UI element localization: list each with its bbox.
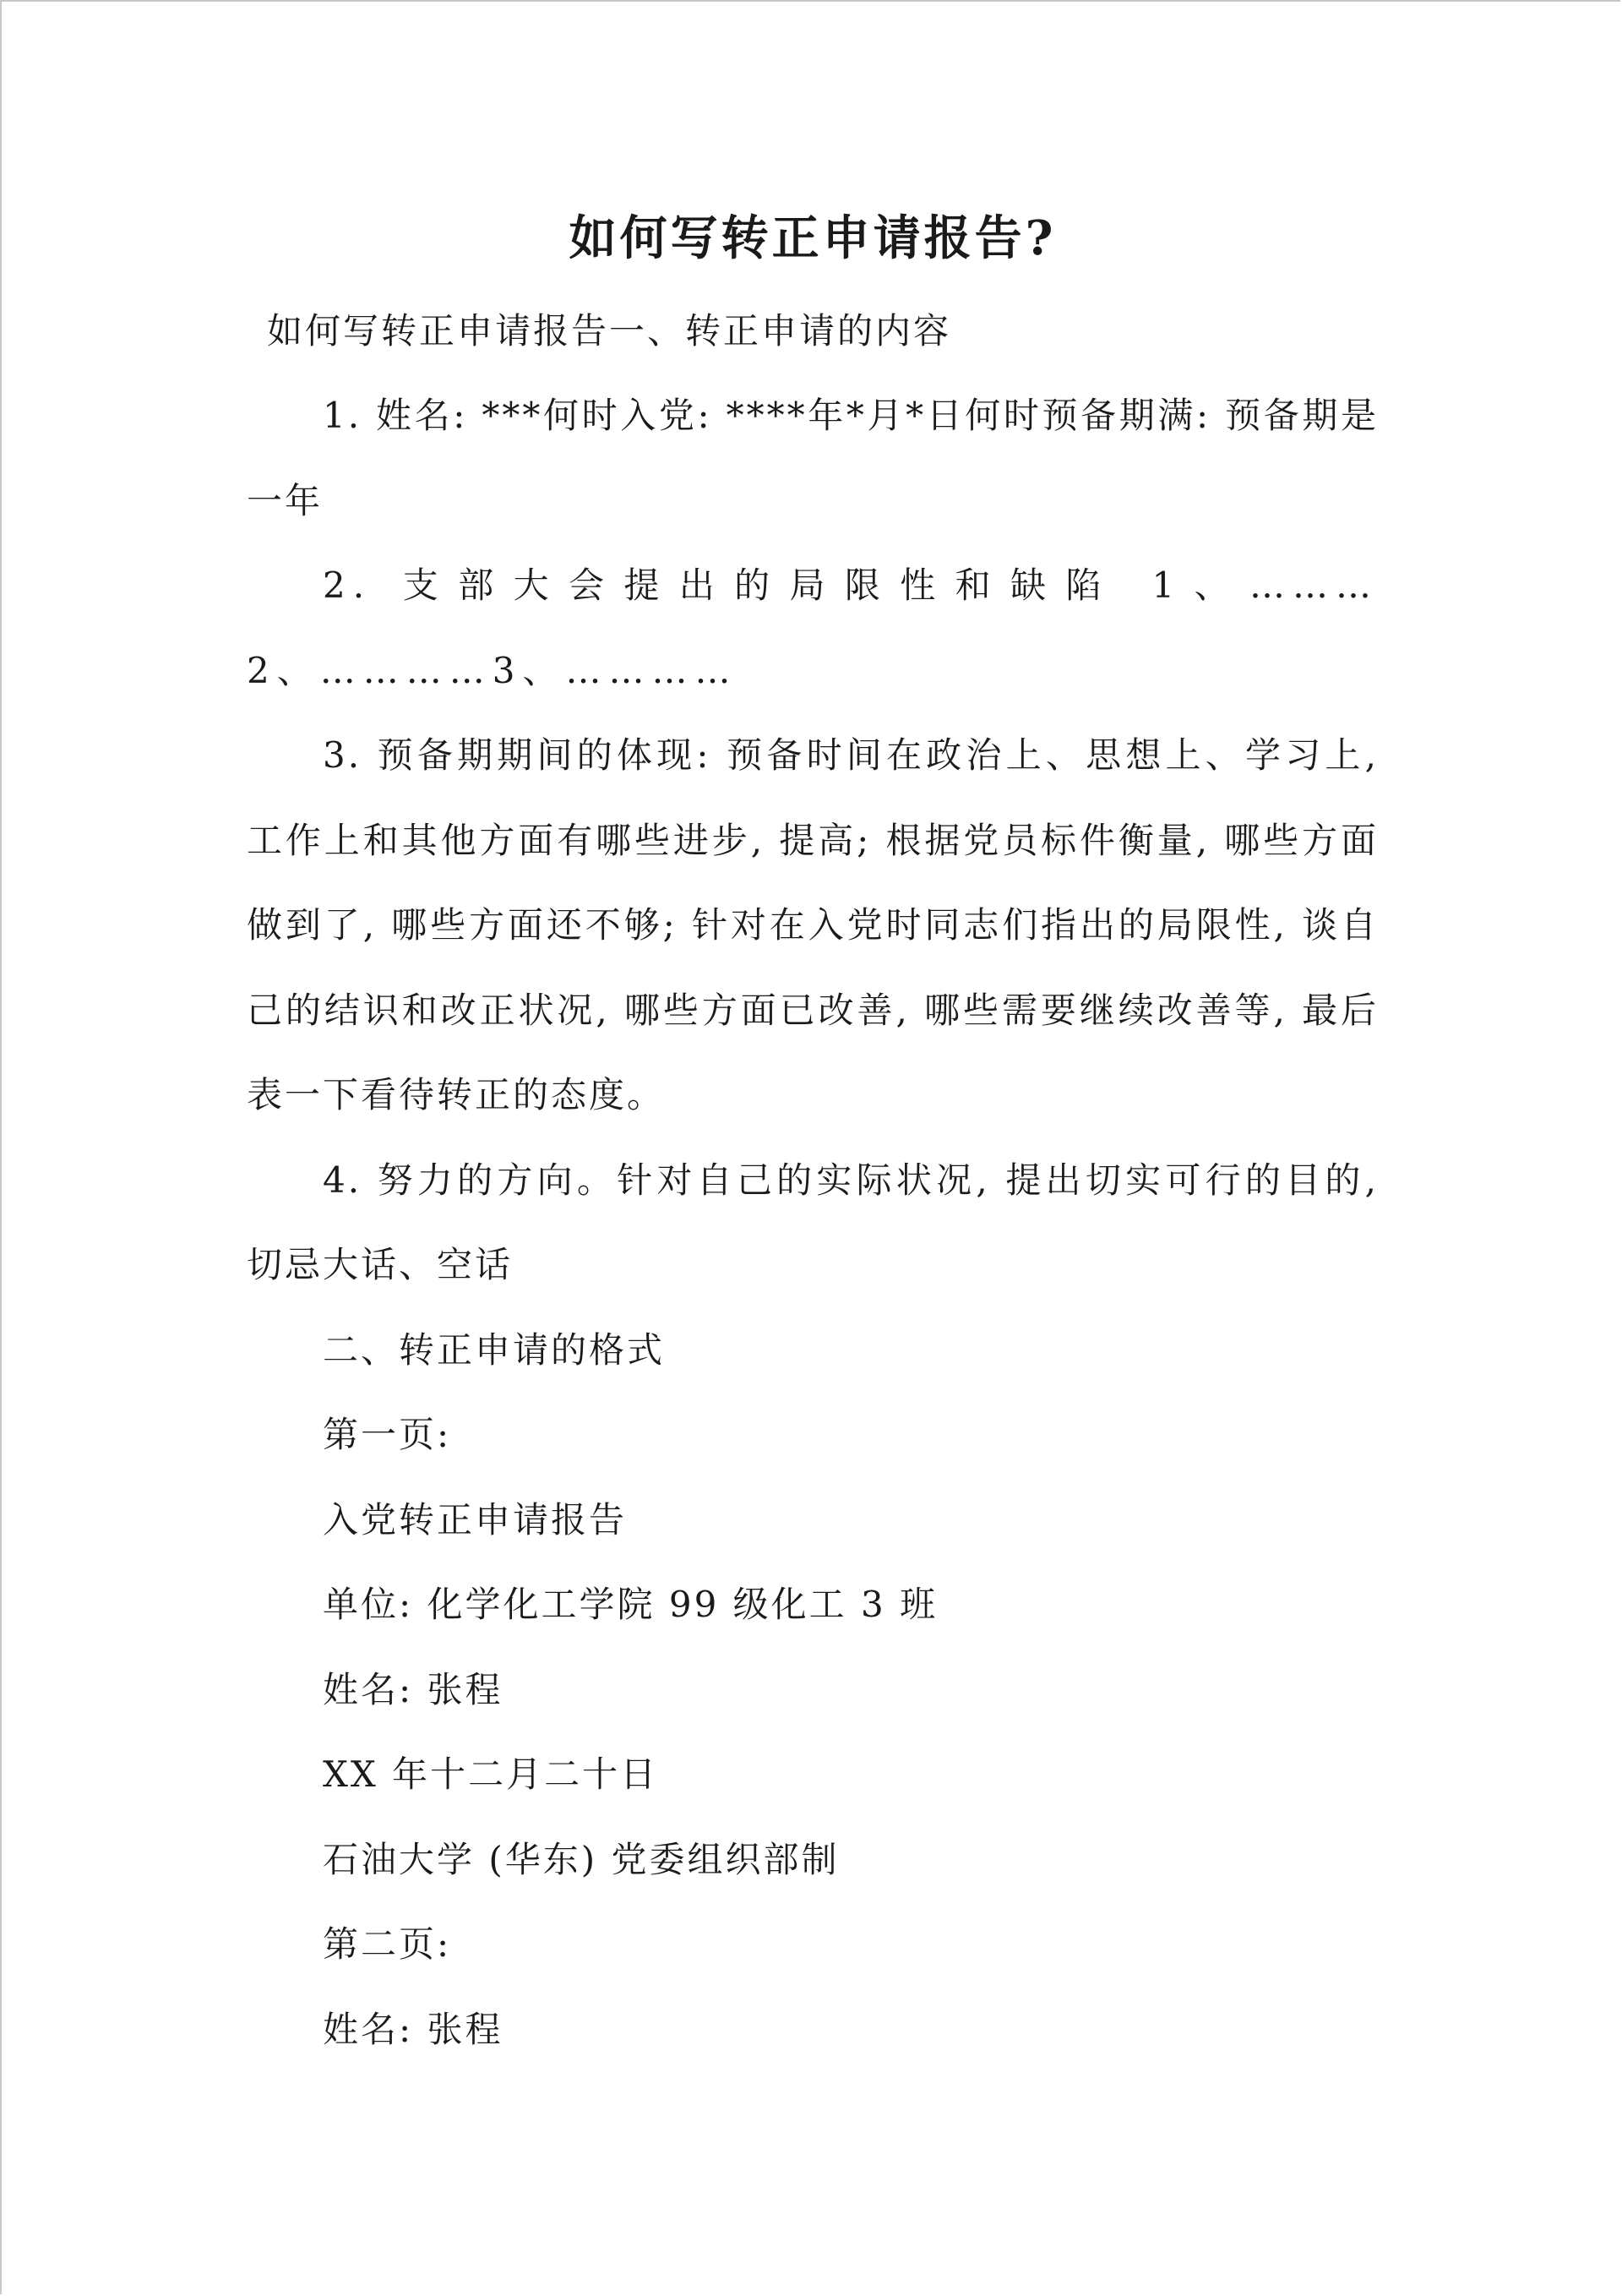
paragraph-1: 1. 姓名: ***何时入党: ****年*月*日何时预备期满: 预备期是一年	[247, 395, 1379, 521]
page-title: 如何写转正申请报告?	[569, 210, 1057, 266]
issuer-line: 石油大学 (华东) 党委组织部制	[323, 1838, 840, 1880]
paragraph-2: 2. 支部大会提出的局限性和缺陷 1、………2、…………3、…………	[247, 564, 1379, 691]
unit-line: 单位: 化学化工学院 99 级化工 3 班	[323, 1584, 939, 1625]
document-subtitle: 如何写转正申请报告一、转正申请的内容	[267, 310, 952, 352]
paragraph-3: 3. 预备期期间的体现: 预备时间在政治上、思想上、学习上, 工作上和其他方面有哪些进步, 提高; 根据党员标件衡量, 哪些方面做到了, 哪些方面还不够; 针对在入党时同志们指出的局限性, 谈自己的结识和改正状况, 哪些方面已改善, 哪些需要继续改善等, 最后表一下看待转正的态度。	[247, 734, 1379, 1115]
format-heading: 二、转正申请的格式	[323, 1328, 666, 1371]
paragraph-4: 4. 努力的方向。针对自己的实际状况, 提出切实可行的目的, 切忌大话、空话	[247, 1159, 1379, 1285]
report-title-line: 入党转正申请报告	[323, 1498, 628, 1541]
document-body	[247, 205, 1379, 2072]
date-line: XX 年十二月二十日	[323, 1753, 659, 1795]
page-one-label: 第一页:	[323, 1414, 452, 1455]
page-two-label: 第二页:	[323, 1923, 452, 1965]
name-line-2: 姓名: 张程	[323, 2008, 503, 2050]
name-line: 姓名: 张程	[323, 1668, 503, 1710]
